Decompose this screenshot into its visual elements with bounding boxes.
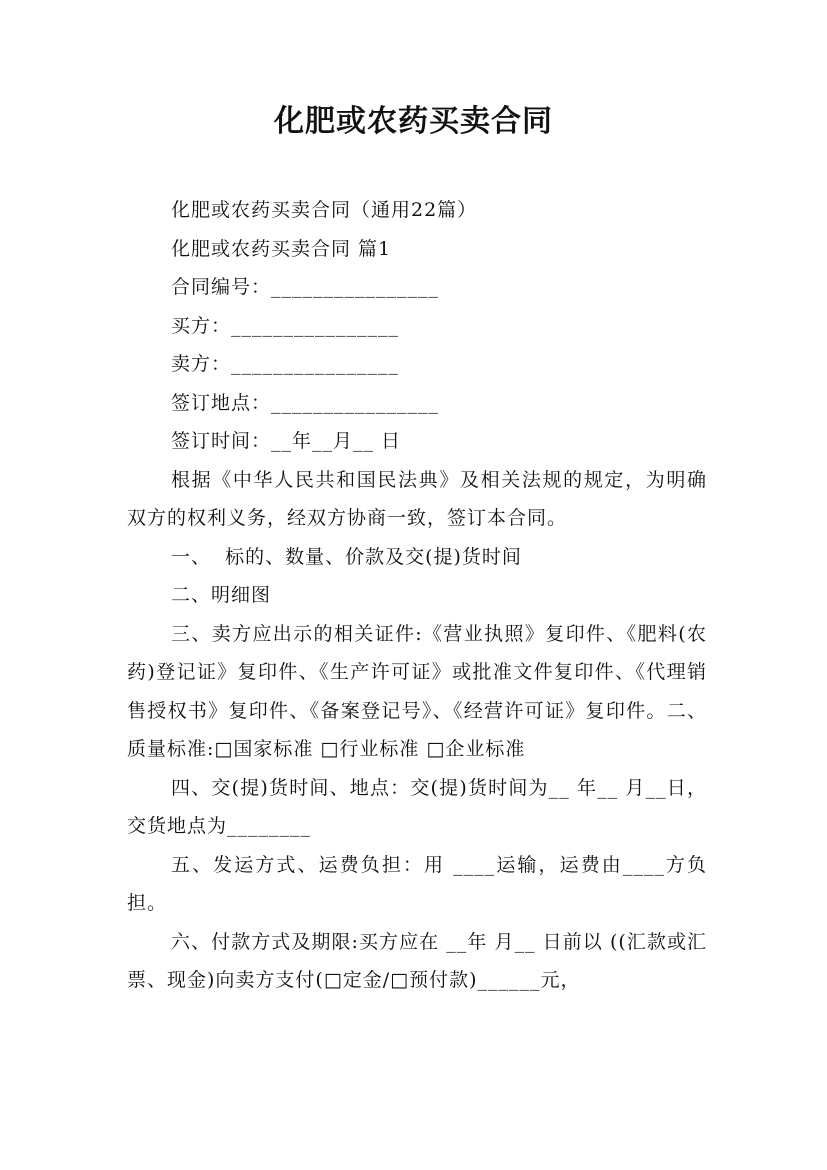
seller-line: 卖方：________________ — [171, 353, 400, 375]
clause-5-paragraph: 五、发运方式、运费负担：用 ____运输，运费由____方负担。 — [127, 853, 707, 914]
buyer-line: 买方：________________ — [171, 314, 400, 337]
clause-3-paragraph: 三、卖方应出示的相关证件:《营业执照》复印件、《肥料(农药)登记证》复印件、《生产许可证》或批准文件复印件、《代理销售授权书》复印件、《备案登记号》、《经营许可证》复印件。二、 质量标准:□国家标准 □行业标准 □企业标准 — [127, 622, 722, 760]
clause-4-paragraph: 四、交(提)货时间、地点：交(提)货时间为__ 年__ 月__日，交货地点为________ — [127, 776, 707, 837]
clause-6-paragraph: 六、付款方式及期限:买方应在 __年 月__ 日前以 ((汇款或汇票、现金)向卖方支付(□定金/□预付款)______元， — [127, 930, 707, 991]
preamble-paragraph: 根据《中华人民共和国民法典》及相关法规的规定，为明确双方的权利义务，经双方协商一致，签订本合同。 — [127, 468, 707, 529]
section-heading: 化肥或农药买卖合同 篇1 — [171, 237, 392, 260]
clause-2-heading: 二、明细图 — [171, 584, 272, 606]
subtitle-line: 化肥或农药买卖合同（通用22篇） — [171, 199, 478, 221]
document-title: 化肥或农药买卖合同 — [274, 104, 553, 139]
contract-number-line: 合同编号：________________ — [171, 276, 440, 298]
clause-1-heading: 一、 标的、数量、价款及交(提)货时间 — [171, 545, 522, 568]
signing-date-line: 签订时间：__年__月__ 日 — [171, 430, 402, 452]
document-body — [127, 191, 722, 1000]
signing-place-line: 签订地点：________________ — [171, 391, 440, 414]
